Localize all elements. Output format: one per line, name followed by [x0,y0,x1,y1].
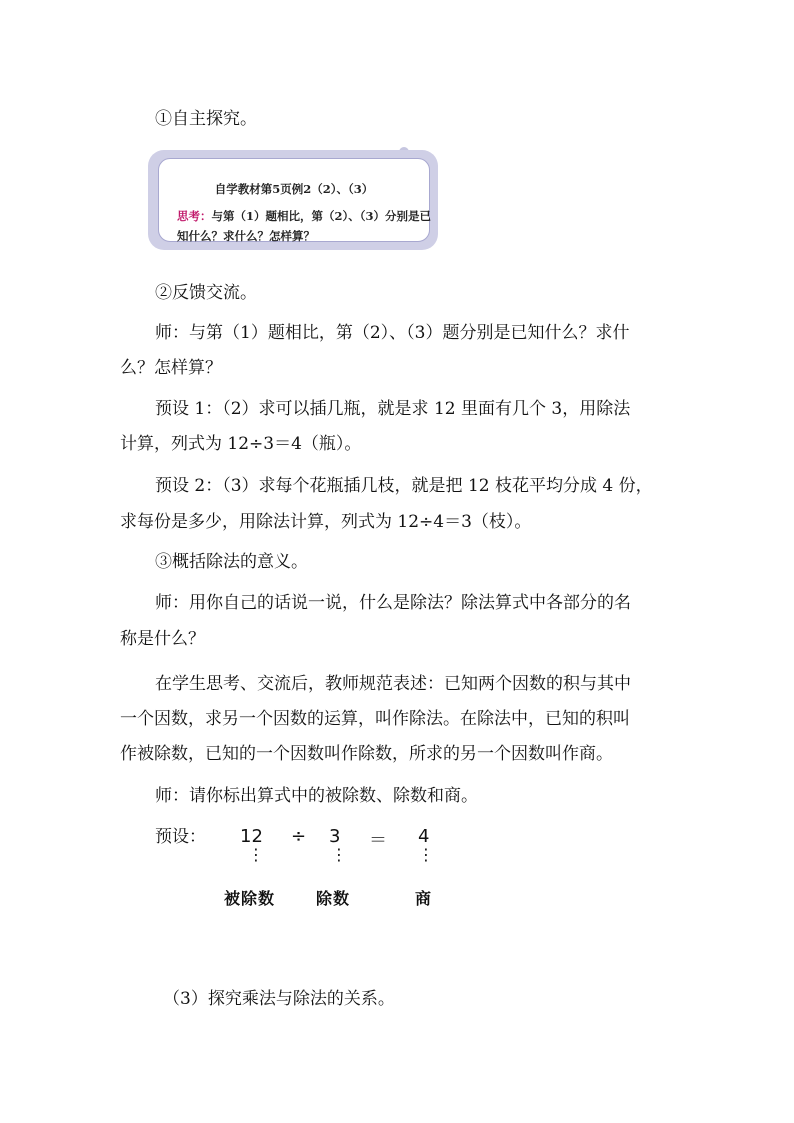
think-label: 思考： [177,209,212,223]
dividend-pointer-dots: ⋮ [248,845,264,864]
step1-heading: ①自主探究。 [155,109,257,129]
self-study-title: 自学教材第5页例2（2）、（3） [214,182,374,196]
equation-dividend: 12 [240,826,263,847]
think-text: 与第（1）题相比，第（2）、（3）分别是已知什么？求什么？怎样算？ [177,209,432,243]
teacher-question-2-line1: 师：用你自己的话说一说，什么是除法？除法算式中各部分的名 [155,593,631,613]
self-study-card [148,150,438,250]
equation-quotient: 4 [418,826,430,847]
preset2-line2: 求每份是多少，用除法计算，列式为 12÷4＝3（枝）。 [120,512,532,532]
teacher-question-2-line2: 称是什么？ [120,629,205,649]
summary-line1: 在学生思考、交流后，教师规范表述：已知两个因数的积与其中 [155,674,631,694]
section3-heading: （3）探究乘法与除法的关系。 [163,989,395,1009]
preset3-label: 预设： [155,827,206,847]
preset1-line2: 计算，列式为 12÷3＝4（瓶）。 [120,434,362,454]
equation-divisor: 3 [329,826,341,847]
teacher-question-3: 师：请你标出算式中的被除数、除数和商。 [155,786,478,806]
equation-divide-sign: ÷ [291,826,307,847]
preset2-line1: 预设 2：（3）求每个花瓶插几枝，就是把 12 枝花平均分成 4 份， [155,476,653,496]
self-study-card-inner [158,158,430,242]
teacher-question-1-line2: 么？怎样算？ [120,358,222,378]
divisor-label: 除数 [316,889,351,908]
step3-heading: ③概括除法的意义。 [155,552,308,572]
divisor-pointer-dots: ⋮ [331,845,347,864]
think-prompt [177,206,433,246]
equation-equals-sign: ＝ [369,830,387,851]
summary-line3: 作被除数，已知的一个因数叫作除数，所求的另一个因数叫作商。 [120,744,613,764]
preset1-line1: 预设 1：（2）求可以插几瓶，就是求 12 里面有几个 3，用除法 [155,399,631,419]
quotient-label: 商 [415,889,433,908]
summary-line2: 一个因数，求另一个因数的运算，叫作除法。在除法中，已知的积叫 [120,709,630,729]
dividend-label: 被除数 [224,889,276,908]
quotient-pointer-dots: ⋮ [418,845,434,864]
step2-heading: ②反馈交流。 [155,283,257,303]
teacher-question-1-line1: 师：与第（1）题相比，第（2）、（3）题分别是已知什么？求什 [155,323,630,343]
